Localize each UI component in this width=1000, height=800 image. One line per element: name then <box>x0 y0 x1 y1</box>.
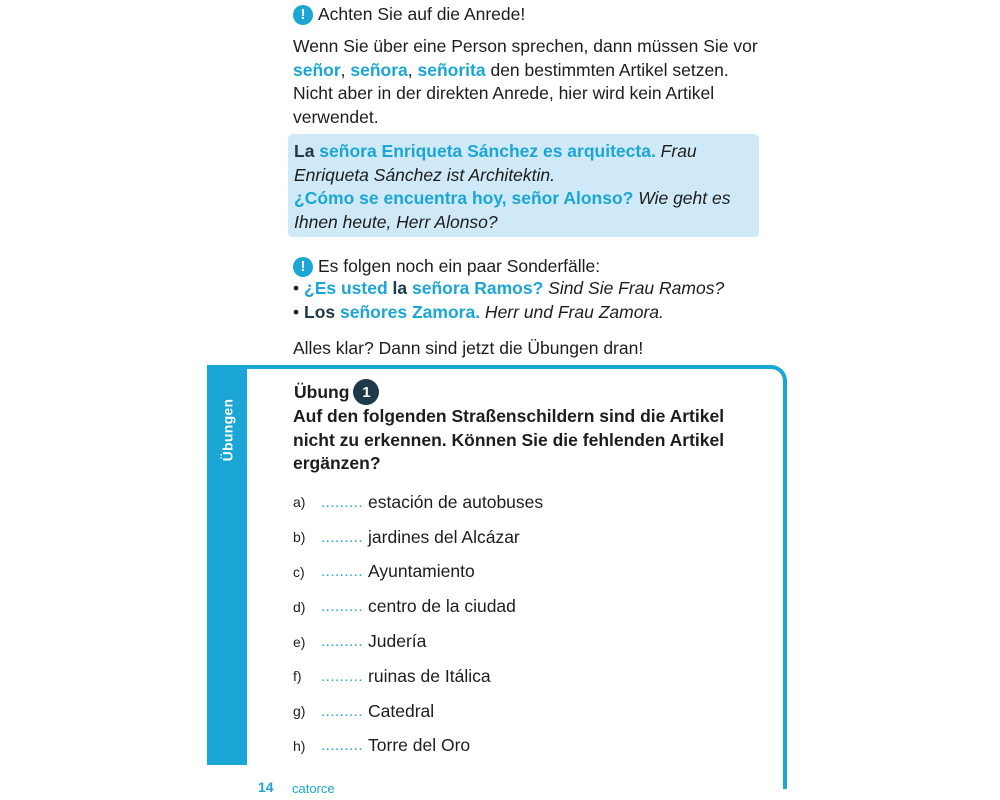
blank-field[interactable]: ......... <box>321 737 364 755</box>
page-number-word: catorce <box>292 781 335 796</box>
blank-field[interactable]: ......... <box>321 667 364 685</box>
item-text: Torre del Oro <box>368 735 471 756</box>
blank-field[interactable]: ......... <box>321 633 364 651</box>
blank-field[interactable]: ......... <box>321 598 364 616</box>
item-letter: b) <box>293 529 306 546</box>
example-german: Wie geht es Ihnen heute, Herr Alonso? <box>294 188 731 232</box>
para-text: Wenn Sie über eine Person sprechen, dann müssen Sie vor <box>293 36 758 56</box>
item-text: Ayuntamiento <box>368 561 475 582</box>
list-item <box>293 277 724 301</box>
item-letter: g) <box>293 703 306 720</box>
exercise-title-text: Übung <box>294 381 350 402</box>
page-number: 14 <box>258 779 274 795</box>
blank-field[interactable]: ......... <box>321 702 364 720</box>
note-text: Achten Sie auf die Anrede! <box>318 4 526 24</box>
item-letter: f) <box>293 668 302 685</box>
blank-field[interactable]: ......... <box>321 563 364 581</box>
item-letter: a) <box>293 494 306 511</box>
bullet-spanish: señores Zamora. <box>335 301 481 322</box>
para-separator: , <box>340 59 351 80</box>
para-text: den bestimmten Artikel setzen. Nicht aber in der direkten Anrede, hier wird kein Artikel verwendet. <box>293 59 729 127</box>
bullet: • <box>293 301 300 322</box>
blank-field[interactable]: ......... <box>321 528 364 546</box>
exclamation-icon: ! <box>293 257 313 277</box>
example-article: La <box>294 141 315 161</box>
exercise-items <box>293 485 543 763</box>
para-separator: , <box>407 59 418 80</box>
example-german: Frau Enriqueta Sánchez ist Architektin. <box>294 141 697 185</box>
note-special-cases <box>293 256 600 277</box>
exercise-item-h <box>293 729 543 764</box>
exercise-title <box>294 379 379 405</box>
bullet-article: Los <box>304 301 336 322</box>
note-attention-anrede <box>293 4 525 25</box>
blank-field[interactable]: ......... <box>321 493 364 511</box>
example-spanish: ¿Cómo se encuentra hoy, señor Alonso? <box>294 188 634 208</box>
example-2 <box>294 187 754 234</box>
bullet: • <box>293 278 300 298</box>
exclamation-icon: ! <box>293 5 313 25</box>
side-tab-label: Übungen <box>219 398 236 462</box>
item-text: jardines del Alcázar <box>368 526 520 547</box>
bullet-spanish: señora Ramos? <box>407 278 544 298</box>
bullet-article: la <box>392 278 408 298</box>
exercise-item-c <box>293 555 543 590</box>
example-1 <box>294 140 754 187</box>
exercise-item-e <box>293 624 543 659</box>
item-letter: h) <box>293 737 306 754</box>
item-letter: e) <box>293 633 306 650</box>
example-box <box>288 134 759 237</box>
exercise-side-tab <box>207 365 247 765</box>
exercise-item-f <box>293 659 543 694</box>
exercise-item-g <box>293 694 543 729</box>
example-spanish: señora Enriqueta Sánchez es arquitecta. <box>314 141 656 161</box>
bullet-german: Herr und Frau Zamora. <box>480 301 664 322</box>
item-text: centro de la ciudad <box>368 596 516 617</box>
exercise-item-a <box>293 485 543 520</box>
item-letter: d) <box>293 598 306 615</box>
exercise-item-d <box>293 589 543 624</box>
special-cases-list <box>293 277 724 324</box>
item-text: ruinas de Itálica <box>368 665 491 686</box>
keyword-senor: señor <box>293 59 341 80</box>
exercise-number-badge: 1 <box>353 379 379 405</box>
item-text: Judería <box>368 631 427 652</box>
explanation-paragraph <box>293 35 763 129</box>
exercise-instruction: Auf den folgenden Straßenschildern sind die Artikel nicht zu erkennen. Können Sie die fehlenden Artikel ergänzen? <box>293 406 725 473</box>
keyword-senora: señora <box>350 59 408 80</box>
bullet-spanish: ¿Es usted <box>304 278 393 298</box>
exercise-item-b <box>293 520 543 555</box>
item-text: Catedral <box>368 700 435 721</box>
closing-text: Alles klar? Dann sind jetzt die Übungen dran! <box>293 338 644 358</box>
list-item <box>293 301 724 325</box>
bullet-german: Sind Sie Frau Ramos? <box>543 278 725 298</box>
keyword-senorita: señorita <box>417 59 486 80</box>
item-text: estación de autobuses <box>368 491 544 512</box>
note-text: Es folgen noch ein paar Sonderfälle: <box>318 256 601 276</box>
item-letter: c) <box>293 563 305 580</box>
